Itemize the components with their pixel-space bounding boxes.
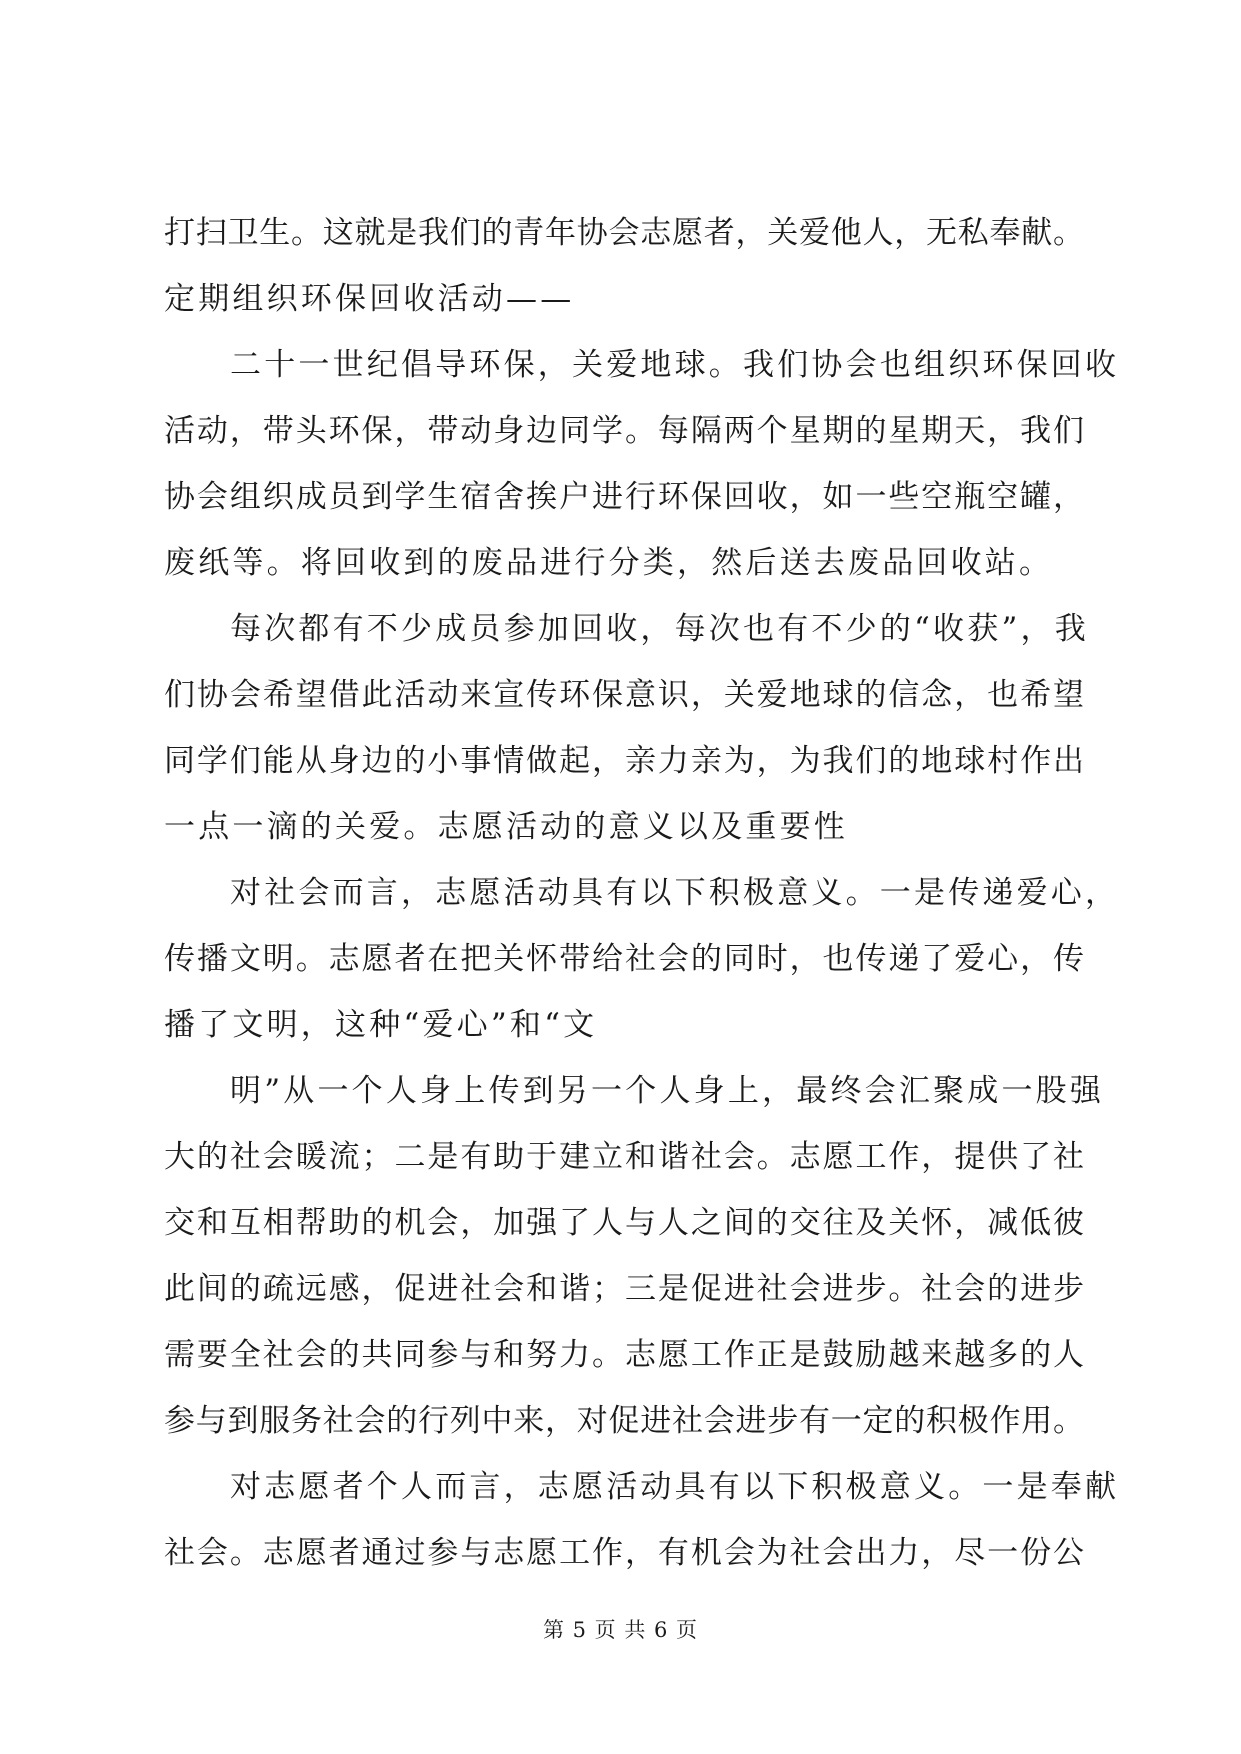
paragraph-first-line: 明”从一个人身上传到另一个人身上，最终会汇聚成一股强	[230, 1073, 1105, 1109]
text-line: 传播文明。志愿者在把关怀带给社会的同时，也传递了爱心，传	[164, 941, 1084, 977]
text-line: 同学们能从身边的小事情做起，亲力亲为，为我们的地球村作出	[164, 743, 1084, 779]
text-line: 定期组织环保回收活动——	[164, 281, 575, 317]
text-line: 一点一滴的关爱。志愿活动的意义以及重要性	[164, 809, 848, 845]
text-line: 此间的疏远感，促进社会和谐；三是促进社会进步。社会的进步	[164, 1271, 1084, 1307]
paragraph-first-line: 每次都有不少成员参加回收，每次也有不少的“收获”，我	[230, 611, 1089, 647]
text-line: 活动，带头环保，带动身边同学。每隔两个星期的星期天，我们	[164, 413, 1084, 449]
text-line: 打扫卫生。这就是我们的青年协会志愿者，关爱他人，无私奉献。	[164, 215, 1084, 251]
text-line: 们协会希望借此活动来宣传环保意识，关爱地球的信念，也希望	[164, 677, 1084, 713]
page-number-footer: 第 5 页 共 6 页	[542, 1618, 699, 1642]
paragraph-first-line: 对社会而言，志愿活动具有以下积极意义。一是传递爱心，	[230, 875, 1120, 911]
text-line: 协会组织成员到学生宿舍挨户进行环保回收，如一些空瓶空罐，	[164, 479, 1084, 515]
text-line: 社会。志愿者通过参与志愿工作，有机会为社会出力，尽一份公	[164, 1535, 1084, 1571]
text-line: 需要全社会的共同参与和努力。志愿工作正是鼓励越来越多的人	[164, 1337, 1084, 1373]
paragraph-first-line: 对志愿者个人而言，志愿活动具有以下积极意义。一是奉献	[230, 1469, 1120, 1505]
text-line: 播了文明，这种“爱心”和“文	[164, 1007, 598, 1043]
body-text	[164, 200, 1120, 1586]
paragraph-first-line: 二十一世纪倡导环保，关爱地球。我们协会也组织环保回收	[230, 347, 1120, 383]
text-line: 大的社会暖流；二是有助于建立和谐社会。志愿工作，提供了社	[164, 1139, 1084, 1175]
text-line: 参与到服务社会的行列中来，对促进社会进步有一定的积极作用。	[164, 1403, 1084, 1439]
text-line: 废纸等。将回收到的废品进行分类，然后送去废品回收站。	[164, 545, 1054, 581]
text-line: 交和互相帮助的机会，加强了人与人之间的交往及关怀，减低彼	[164, 1205, 1084, 1241]
